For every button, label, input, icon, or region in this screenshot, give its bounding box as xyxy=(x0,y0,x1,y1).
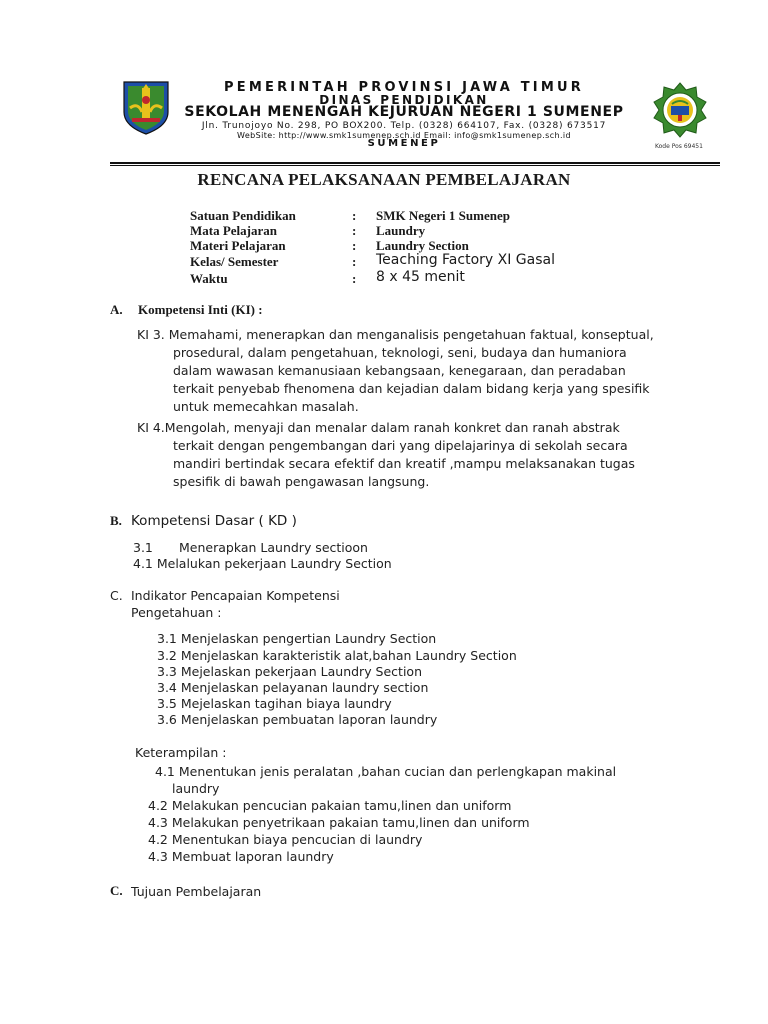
indikator-item: 4.2 Menentukan biaya pencucian di laundry xyxy=(148,832,423,847)
ki4-line: KI 4.Mengolah, menyaji dan menalar dalam ranah konkret dan ranah abstrak xyxy=(137,420,620,435)
indikator-item: 3.6 Menjelaskan pembuatan laporan laundry xyxy=(157,712,438,727)
ki3-line: KI 3. Memahami, menerapkan dan menganalisis pengetahuan faktual, konseptual, xyxy=(137,327,654,342)
letterhead-department: DINAS PENDIDIKAN xyxy=(319,93,489,107)
meta-colon: : xyxy=(352,238,357,253)
document-title: RENCANA PELAKSANAAN PEMBELAJARAN xyxy=(197,170,571,189)
kd-item-number: 3.1 xyxy=(133,540,153,555)
meta-colon: : xyxy=(352,254,357,269)
letterhead-website-email: WebSite: http://www.smk1sumenep.sch.id Email: info@smk1sumenep.sch.id xyxy=(236,131,572,140)
meta-value: Laundry Section xyxy=(376,238,469,253)
meta-colon: : xyxy=(352,271,357,286)
section-b-marker: B. xyxy=(110,513,122,528)
indikator-item: 4.1 Menentukan jenis peralatan ,bahan cucian dan perlengkapan makinal xyxy=(155,764,617,779)
meta-label: Materi Pelajaran xyxy=(190,238,286,253)
meta-label: Mata Pelajaran xyxy=(190,223,278,238)
kd-item: 4.1 Melalukan pekerjaan Laundry Section xyxy=(133,556,392,571)
section-c-heading: Indikator Pencapaian Kompetensi xyxy=(131,588,340,603)
meta-label: Waktu xyxy=(190,271,228,286)
section-c-marker: C. xyxy=(110,588,123,603)
section-c2-marker: C. xyxy=(110,883,123,898)
meta-value: Laundry xyxy=(376,223,426,238)
indikator-item: 3.5 Mejelaskan tagihan biaya laundry xyxy=(157,696,392,711)
letterhead-city: SUMENEP xyxy=(367,138,441,149)
meta-label: Kelas/ Semester xyxy=(190,254,279,269)
indikator-item-continued: laundry xyxy=(172,781,220,796)
meta-colon: : xyxy=(352,223,357,238)
letterhead-postal-code: Kode Pos 69451 xyxy=(655,143,703,150)
indikator-item: 3.2 Menjelaskan karakteristik alat,bahan Laundry Section xyxy=(157,648,517,663)
pengetahuan-label: Pengetahuan : xyxy=(131,605,222,620)
section-a-heading: Kompetensi Inti (KI) : xyxy=(138,302,263,317)
indikator-item: 4.3 Membuat laporan laundry xyxy=(148,849,334,864)
ki3-line: terkait penyebab fhenomena dan kejadian dalam bidang kerja yang spesifik xyxy=(173,381,650,396)
ki3-line: untuk memecahkan masalah. xyxy=(173,399,359,414)
kd-item-text: Menerapkan Laundry sectioon xyxy=(179,540,368,555)
letterhead-address: Jln. Trunojoyo No. 298, PO BOX200. Telp. (0328) 664107, Fax. (0328) 673517 xyxy=(201,121,607,131)
section-a-marker: A. xyxy=(110,302,123,317)
letterhead-province: PEMERINTAH PROVINSI JAWA TIMUR xyxy=(224,80,584,95)
ki4-line: terkait dengan pengembangan dari yang dipelajarinya di sekolah secara xyxy=(173,438,628,453)
indikator-item: 3.4 Menjelaskan pelayanan laundry section xyxy=(157,680,429,695)
keterampilan-label: Keterampilan : xyxy=(135,745,227,760)
section-b-heading: Kompetensi Dasar ( KD ) xyxy=(131,513,297,529)
meta-value: Teaching Factory XI Gasal xyxy=(376,252,555,268)
indikator-item: 3.3 Mejelaskan pekerjaan Laundry Section xyxy=(157,664,423,679)
ki4-line: mandiri bertindak secara efektif dan kreatif ,mampu melaksanakan tugas xyxy=(173,456,635,471)
meta-value: 8 x 45 menit xyxy=(376,269,465,285)
indikator-item: 3.1 Menjelaskan pengertian Laundry Section xyxy=(157,631,437,646)
indikator-item: 4.3 Melakukan penyetrikaan pakaian tamu,linen dan uniform xyxy=(148,815,530,830)
ki3-line: dalam wawasan kemanusiaan kebangsaan, kenegaraan, dan peradaban xyxy=(173,363,626,378)
ki4-line: spesifik di bawah pengawasan langsung. xyxy=(173,474,430,489)
letterhead-divider xyxy=(110,162,720,164)
indikator-item: 4.2 Melakukan pencucian pakaian tamu,linen dan uniform xyxy=(148,798,512,813)
meta-colon: : xyxy=(352,208,357,223)
section-c2-heading: Tujuan Pembelajaran xyxy=(131,884,262,899)
letterhead-school-name: SEKOLAH MENENGAH KEJURUAN NEGERI 1 SUMENEP xyxy=(184,104,624,120)
ki3-line: prosedural, dalam pengetahuan, teknologi, seni, budaya dan humaniora xyxy=(173,345,627,360)
meta-value: SMK Negeri 1 Sumenep xyxy=(376,208,510,223)
meta-label: Satuan Pendidikan xyxy=(190,208,296,223)
letterhead-divider-thin xyxy=(110,165,720,166)
